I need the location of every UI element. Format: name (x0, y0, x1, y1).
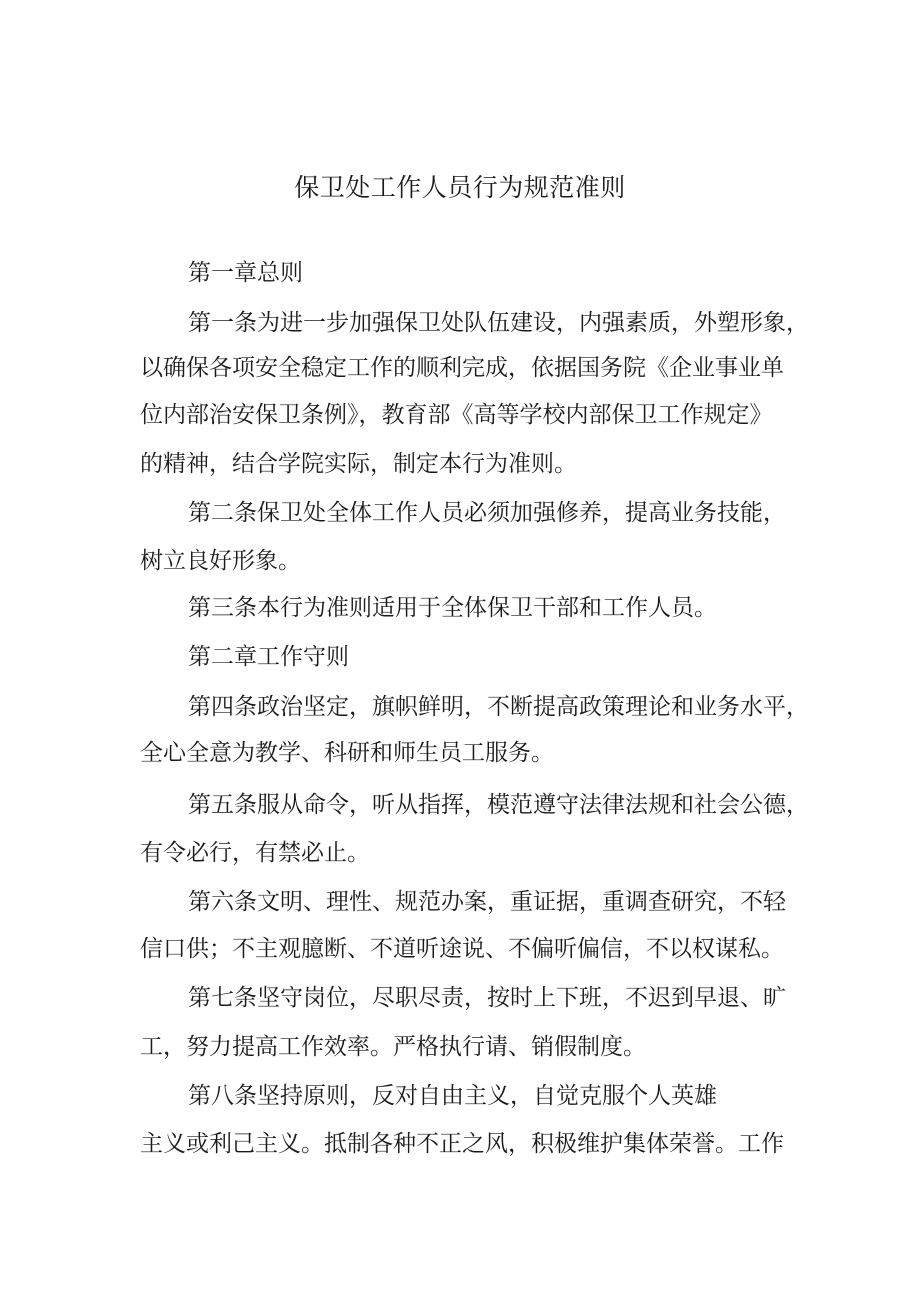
paragraph-line: 位内部治安保卫条例》，教育部《高等学校内部保卫工作规定》 (140, 402, 773, 428)
paragraph-line: 有令必行，有禁必止。 (140, 840, 370, 866)
paragraph-line: 主义或利己主义。抵制各种不正之风，积极维护集体荣誉。工作 (140, 1131, 784, 1157)
paragraph-line: 第一条为进一步加强保卫处队伍建设，内强素质，外塑形象， (188, 310, 809, 336)
chapter-heading: 第一章总则 (188, 260, 303, 286)
paragraph-line: 以确保各项安全稳定工作的顺利完成，依据国务院《企业事业单 (140, 355, 784, 381)
paragraph-line: 第三条本行为准则适用于全体保卫干部和工作人员。 (188, 595, 717, 621)
paragraph-line: 第八条坚持原则，反对自由主义，自觉克服个人英雄 (188, 1083, 717, 1109)
paragraph-line: 第六条文明、理性、规范办案，重证据，重调查研究，不轻 (188, 889, 786, 915)
paragraph-line: 的精神，结合学院实际，制定本行为准则。 (140, 451, 577, 477)
paragraph-line: 全心全意为教学、科研和师生员工服务。 (140, 740, 554, 766)
paragraph-line: 工，努力提高工作效率。严格执行请、销假制度。 (140, 1034, 646, 1060)
paragraph-line: 树立良好形象。 (140, 548, 301, 574)
document-title: 保卫处工作人员行为规范准则 (294, 173, 626, 202)
chapter-heading: 第二章工作守则 (188, 644, 349, 670)
paragraph-line: 第四条政治坚定，旗帜鲜明，不断提高政策理论和业务水平， (188, 694, 809, 720)
paragraph-line: 信口供；不主观臆断、不道听途说、不偏听偏信，不以权谋私。 (140, 936, 784, 962)
paragraph-line: 第二条保卫处全体工作人员必须加强修养，提高业务技能， (188, 500, 786, 526)
paragraph-line: 第七条坚守岗位，尽职尽责，按时上下班，不迟到早退、旷 (188, 985, 786, 1011)
paragraph-line: 第五条服从命令，听从指挥，模范遵守法律法规和社会公德， (188, 792, 809, 818)
